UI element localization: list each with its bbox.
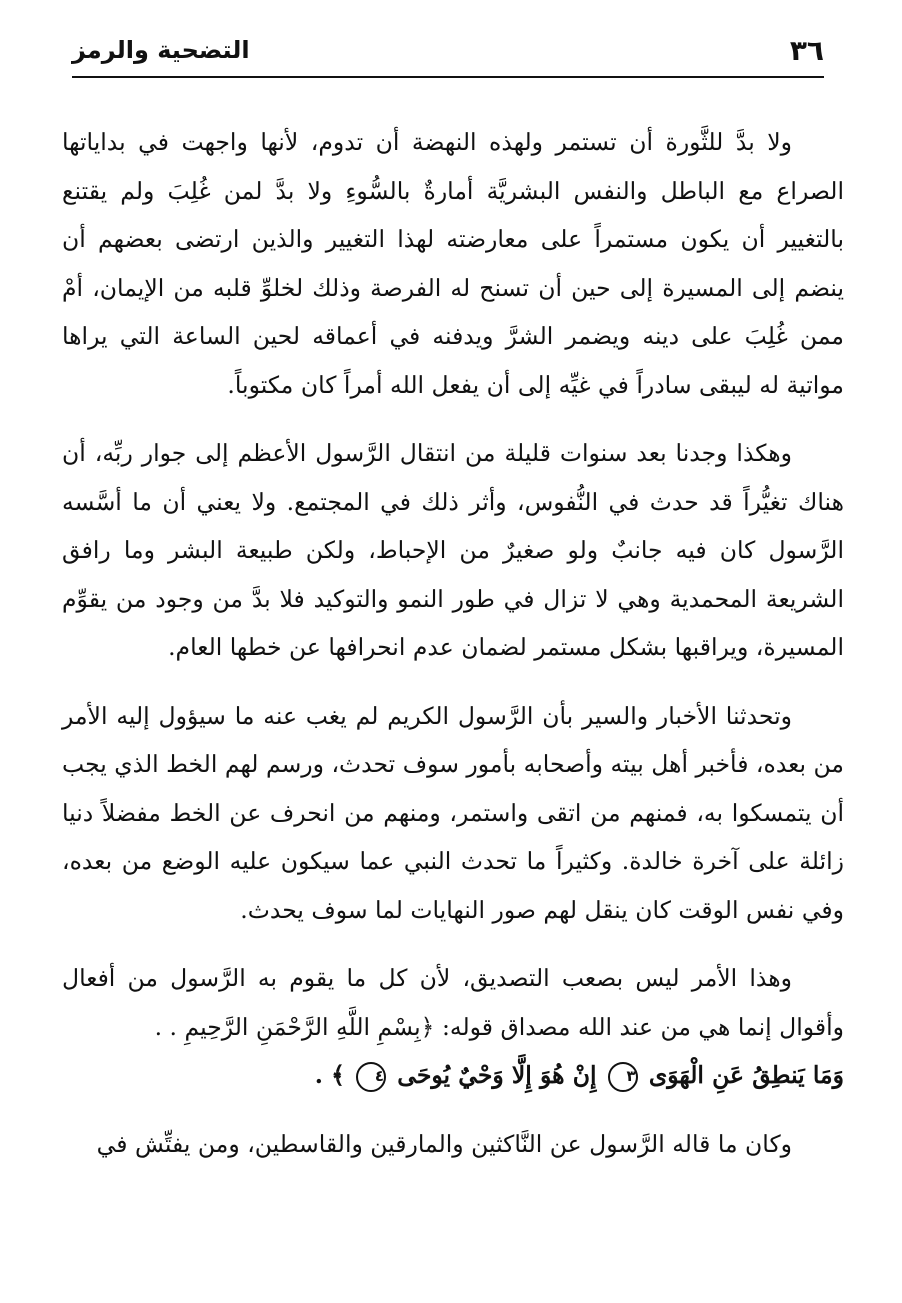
paragraph-4 [62,954,844,1100]
running-title: التضحية والرمز [72,36,250,64]
verse-part-2: إِنْ هُوَ إِلَّا وَحْيٌ يُوحَى [397,1061,597,1089]
paragraph-2: وهكذا وجدنا بعد سنوات قليلة من انتقال الرَّسول الأعظم إلى جوار ربِّه، أن هناك تغيُّراً قد حدث في النُّفوس، وأثر ذلك في المجتمع. ولا يعني أن ما أسَّسه الرَّسول كان فيه جانبٌ ولو صغيرٌ من الإحباط، ولكن طبيعة البشر وما رافق الشريعة المحمدية وهي لا تزال في طور النمو والتوكيد فلا بدَّ من وجود من يقوِّم المسيرة، ويراقبها بشكل مستمر لضمان عدم انحرافها عن خطها العام. [62,439,844,661]
quran-verse [62,1051,844,1100]
paragraph-5: وكان ما قاله الرَّسول عن النَّاكثين والمارقين والقاسطين، ومن يفتِّش في [96,1129,792,1158]
verse-number-marker-4: ٤ [356,1062,386,1092]
verse-number-marker-3: ٣ [608,1062,638,1092]
verse-end: ﴾ . [314,1061,345,1089]
paragraph-3: وتحدثنا الأخبار والسير بأن الرَّسول الكريم لم يغب عنه ما سيؤول إليه الأمر من بعده، فأخبر أهل بيته وأصحابه بأمور سوف تحدث، ورسم لهم الخط الذي يجب أن يتمسكوا به، فمنهم من اتقى واستمر، ومنهم من انحرف عن الخط مفضلاً دنيا زائلة على آخرة خالدة. وكثيراً ما تحدث النبي عما سيكون عليه الوضع من بعده، وفي نفس الوقت كان ينقل لهم صور النهايات لما سوف يحدث. [62,701,844,924]
page-number: ٣٦ [789,34,824,67]
paragraph-1: ولا بدَّ للثَّورة أن تستمر ولهذه النهضة أن تدوم، لأنها واجهت في بداياتها الصراع مع الباطل والنفس البشريَّة أمارةٌ بالسُّوءِ ولا بدَّ لمن غُلِبَ ولم يقتنع بالتغيير أن يكون مستمراً على معارضته لهذا التغيير والذين ارتضى بعضهم أن ينضم إلى المسيرة إلى حين أن تسنح له الفرصة وذلك لخلوِّ قلبه من الإيمان، أمْ ممن غُلِبَ على دينه ويضمر الشرَّ ويدفنه في أعماقه لحين الساعة التي يراها مواتية له ليبقى سادراً في غيِّه إلى أن يفعل الله أمراً كان مكتوباً. [62,128,844,399]
verse-part-1: وَمَا يَنطِقُ عَنِ الْهَوَى [648,1061,844,1089]
paragraph-4-text: وهذا الأمر ليس بصعب التصديق، لأن كل ما يقوم به الرَّسول من أفعال وأقوال إنما هي من عند الله مصداق قوله: [62,964,844,1041]
body-text [62,118,844,1188]
running-header [72,30,824,78]
basmala: ﴿بِسْمِ اللَّهِ الرَّحْمَنِ الرَّحِيمِ . . [154,1012,435,1041]
